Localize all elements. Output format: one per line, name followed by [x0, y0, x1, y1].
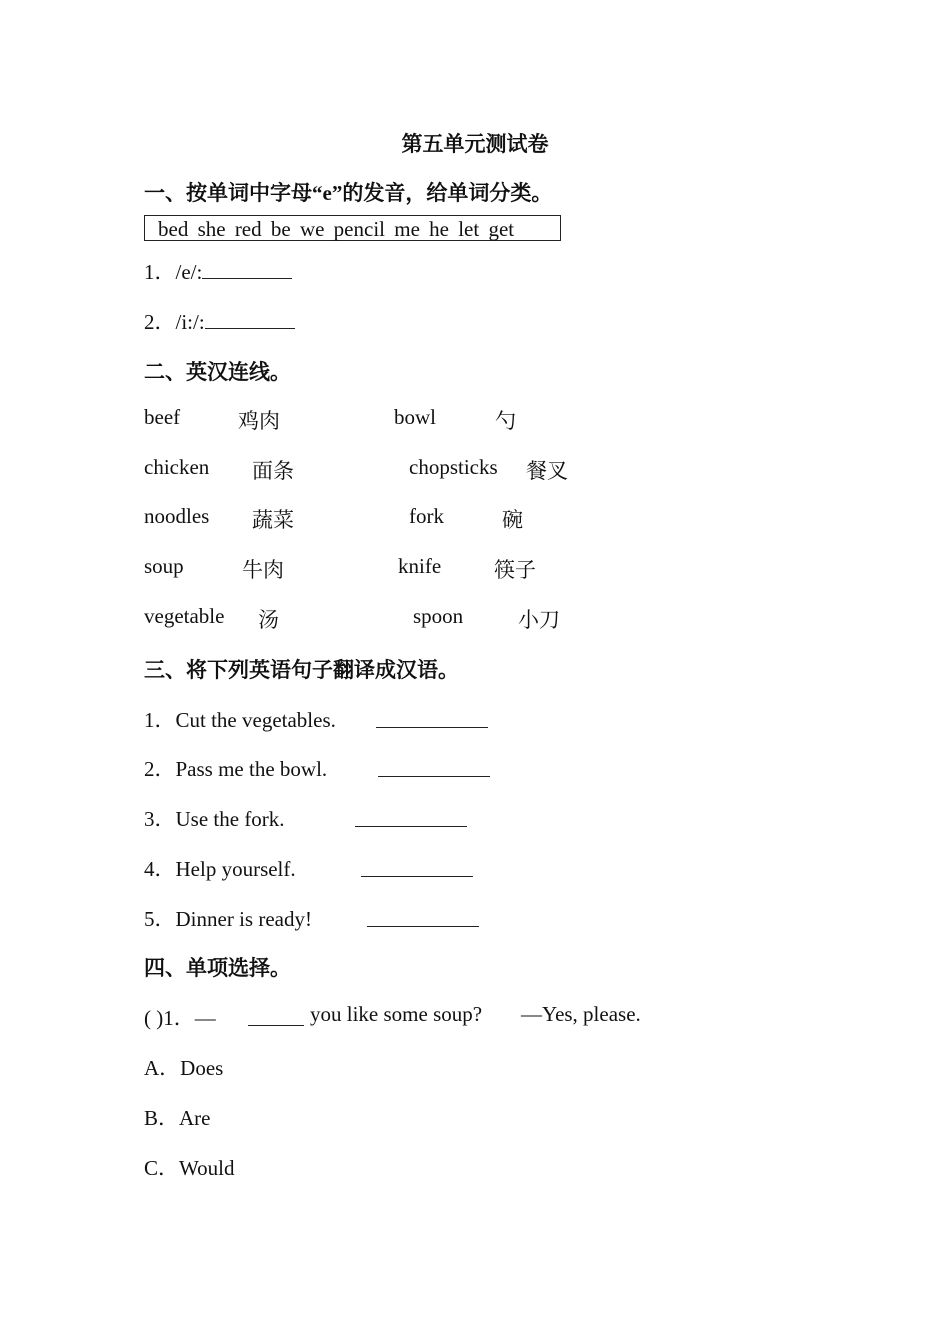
- word-bank-box: bed she red be we pencil me he let get: [144, 215, 561, 241]
- option-b: B．Are: [144, 1106, 211, 1130]
- answer-blank[interactable]: [376, 706, 488, 728]
- match-left-cn: 鸡肉: [238, 409, 280, 433]
- page-title: 第五单元测试卷: [401, 132, 549, 156]
- answer-blank[interactable]: [248, 1004, 304, 1026]
- match-left-en: chicken: [144, 455, 210, 479]
- translate-item-2: 2．Pass me the bowl.: [144, 757, 328, 781]
- match-left-en: soup: [144, 554, 184, 578]
- match-left-cn: 汤: [258, 608, 279, 632]
- match-left-en: beef: [144, 405, 181, 429]
- question-1-text: you like some soup?: [310, 1002, 483, 1026]
- translate-item-5: 5．Dinner is ready!: [144, 907, 312, 931]
- match-left-en: noodles: [144, 504, 210, 528]
- match-left-cn: 牛肉: [242, 558, 284, 582]
- match-left-cn: 蔬菜: [252, 508, 294, 532]
- match-right-en: spoon: [413, 604, 464, 628]
- answer-blank[interactable]: [367, 905, 479, 927]
- translate-item-3: 3．Use the fork.: [144, 807, 285, 831]
- answer-blank[interactable]: [355, 805, 467, 827]
- match-right-en: fork: [409, 504, 444, 528]
- answer-line-i: [144, 306, 295, 336]
- match-right-cn: 碗: [502, 508, 523, 532]
- answer-line-e: [144, 256, 292, 286]
- match-left-en: vegetable: [144, 604, 225, 628]
- match-right-cn: 餐叉: [526, 459, 568, 483]
- section-1-heading: 一、按单词中字母“e”的发音，给单词分类。: [144, 181, 553, 205]
- section-3-heading: 三、将下列英语句子翻译成汉语。: [144, 658, 459, 682]
- answer-blank[interactable]: [202, 257, 292, 279]
- section-4-heading: 四、单项选择。: [144, 956, 291, 980]
- option-c: C．Would: [144, 1156, 235, 1180]
- answer-blank[interactable]: [378, 755, 490, 777]
- match-right-en: chopsticks: [409, 455, 498, 479]
- match-left-cn: 面条: [252, 459, 294, 483]
- match-right-cn: 勺: [495, 409, 516, 433]
- answer-blank[interactable]: [361, 855, 473, 877]
- section-2-heading: 二、英汉连线。: [144, 360, 291, 384]
- match-right-en: bowl: [394, 405, 436, 429]
- translate-item-4: 4．Help yourself.: [144, 857, 296, 881]
- option-a: A．Does: [144, 1056, 224, 1080]
- answer-blank[interactable]: [205, 307, 295, 329]
- match-right-en: knife: [398, 554, 442, 578]
- item-label: 2．/i:/:: [144, 310, 205, 334]
- match-right-cn: 小刀: [518, 608, 560, 632]
- item-label: 1．/e/:: [144, 260, 203, 284]
- question-1-response: —Yes, please.: [521, 1002, 641, 1026]
- question-1-prefix: ( )1．—: [144, 1006, 216, 1030]
- translate-item-1: 1．Cut the vegetables.: [144, 708, 336, 732]
- match-right-cn: 筷子: [494, 558, 536, 582]
